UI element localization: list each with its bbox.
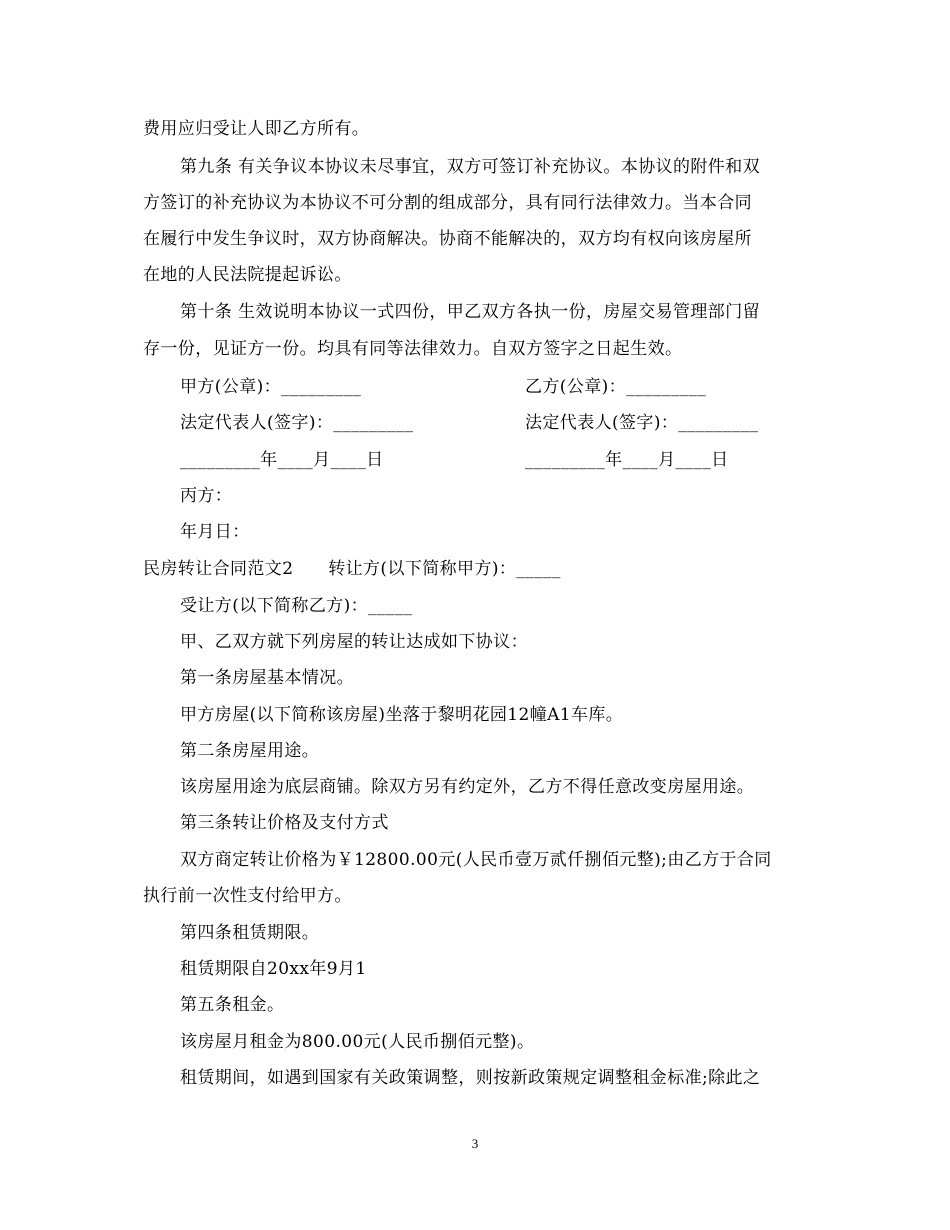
party-b-representative-field: 法定代表人(签字)：_________ xyxy=(525,413,759,433)
paragraph-line: 双方商定转让价格为￥12800.00元(人民币壹万贰仟捌佰元整);由乙方于合同 xyxy=(180,850,772,870)
paragraph-line: 执行前一次性支付给甲方。 xyxy=(143,886,352,906)
party-b-seal-field: 乙方(公章)：_________ xyxy=(525,377,707,397)
paragraph-line: 第十条 生效说明本协议一式四份，甲乙双方各执一份，房屋交易管理部门留 xyxy=(180,302,761,322)
paragraph-line: 第九条 有关争议本协议未尽事宜，双方可签订补充协议。本协议的附件和双 xyxy=(180,157,761,177)
paragraph-line: 第三条转让价格及支付方式 xyxy=(180,813,389,833)
paragraph-line: 第一条房屋基本情况。 xyxy=(180,668,354,688)
paragraph-line: 第四条租赁期限。 xyxy=(180,923,320,943)
party-b-date-field: _________年____月____日 xyxy=(525,450,729,470)
paragraph-line: 在履行中发生争议时，双方协商解决。协商不能解决的，双方均有权向该房屋所 xyxy=(143,229,752,249)
paragraph-line: 该房屋用途为底层商铺。除双方另有约定外，乙方不得任意改变房屋用途。 xyxy=(180,777,755,797)
party-a-representative-field: 法定代表人(签字)：_________ xyxy=(180,413,414,433)
paragraph-line: 该房屋月租金为800.00元(人民币捌佰元整)。 xyxy=(180,1032,535,1052)
paragraph-line: 租赁期限自20xx年9月1 xyxy=(180,959,367,979)
date-label: 年月日： xyxy=(180,522,250,542)
section-title: 民房转让合同范文2 转让方(以下简称甲方)：_____ xyxy=(143,559,561,579)
paragraph-line: 第二条房屋用途。 xyxy=(180,741,320,761)
party-a-date-field: _________年____月____日 xyxy=(180,450,384,470)
paragraph-line: 受让方(以下简称乙方)：_____ xyxy=(180,596,413,616)
paragraph-line: 存一份，见证方一份。均具有同等法律效力。自双方签字之日起生效。 xyxy=(143,339,683,359)
paragraph-line: 甲方房屋(以下简称该房屋)坐落于黎明花园12幢A1车库。 xyxy=(180,705,624,725)
paragraph-line: 租赁期间，如遇到国家有关政策调整，则按新政策规定调整租金标准;除此之 xyxy=(180,1068,761,1088)
party-c-label: 丙方： xyxy=(180,486,233,506)
paragraph-line: 第五条租金。 xyxy=(180,995,285,1015)
paragraph-line: 费用应归受让人即乙方所有。 xyxy=(143,119,370,139)
party-a-seal-field: 甲方(公章)：_________ xyxy=(180,377,362,397)
paragraph-line: 方签订的补充协议为本协议不可分割的组成部分，具有同行法律效力。当本合同 xyxy=(143,193,752,213)
paragraph-line: 在地的人民法院提起诉讼。 xyxy=(143,265,352,285)
paragraph-line: 甲、乙双方就下列房屋的转让达成如下协议： xyxy=(180,632,528,652)
page-number: 3 xyxy=(471,1136,479,1151)
